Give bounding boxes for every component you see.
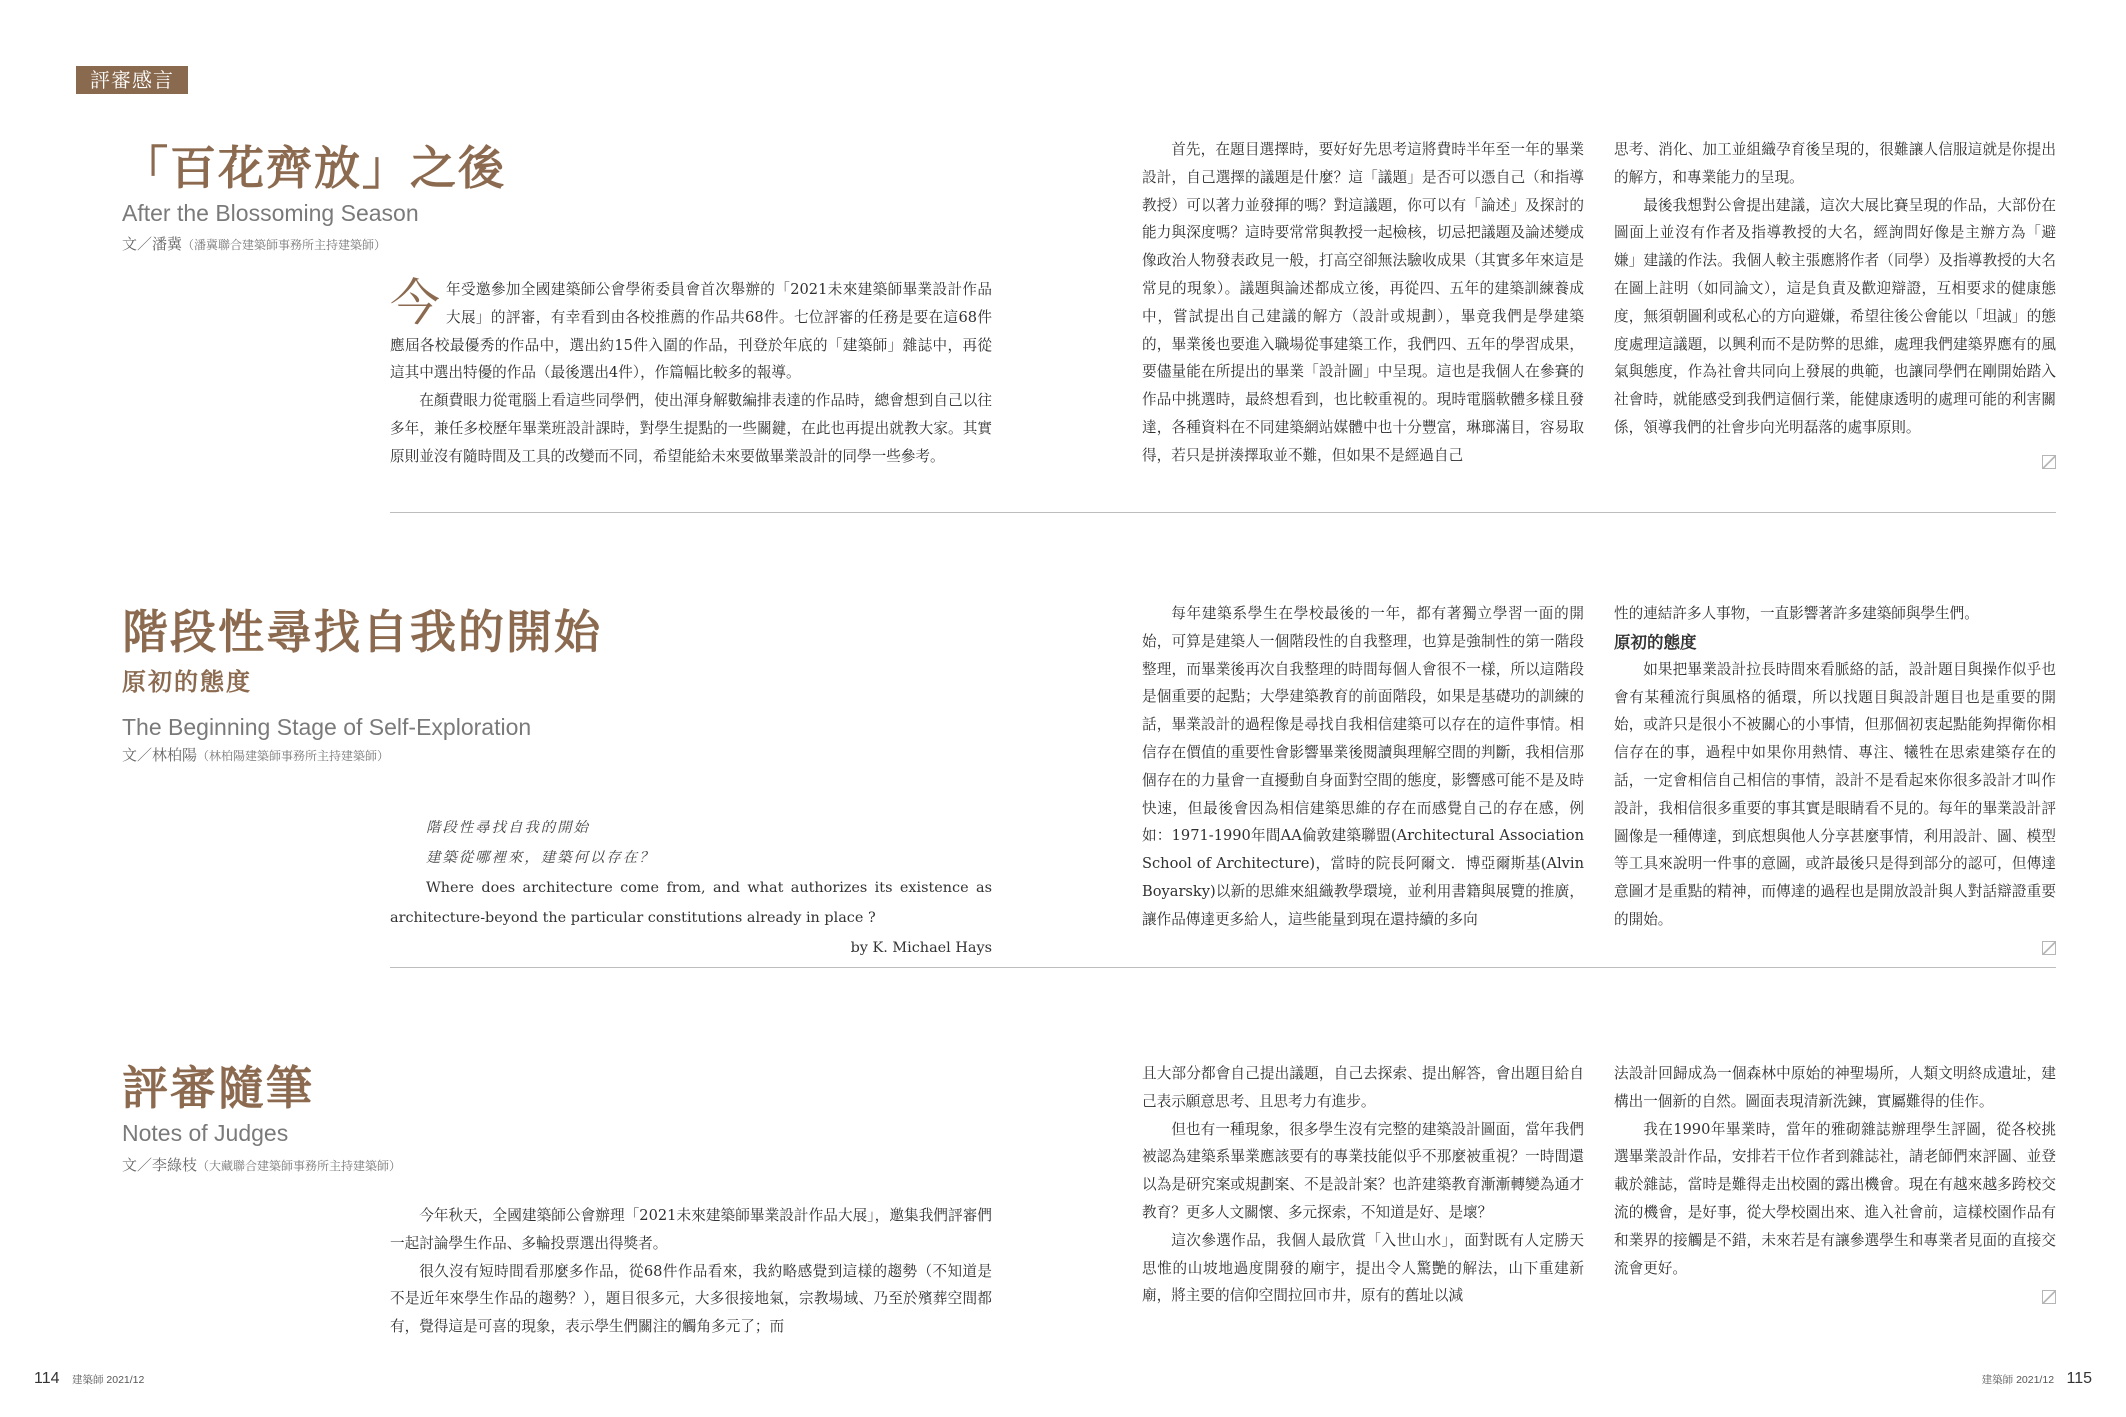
article-1-author: [122, 233, 386, 256]
article-1-author-affiliation: （潘冀聯合建築師事務所主持建築師）: [182, 238, 387, 252]
article-2-title: 階段性尋找自我的開始: [122, 605, 602, 659]
quote-text-en: Where does architecture come from, and what authorizes its existence as architecture-beyond the particular constitutions already in place ?: [390, 880, 992, 926]
footer-right: [1982, 1370, 2092, 1388]
article-1-column-3: [1614, 136, 2056, 476]
article-2-author: [122, 744, 389, 767]
article-1-paragraph: 首先，在題目選擇時，要好好先思考這將費時半年至一年的畢業設計，自己選擇的議題是什麼？這「議題」是否可以憑自己（和指導教授）可以著力並發揮的嗎？對這議題，你可以有「論述」及探討的能力與深度嗎？這時要常常與教授一起檢核，切忌把議題及論述變成像政治人物發表政見一般，打高空卻無法驗收成果（其實多年來這是常見的現象）。議題與論述都成立後，再從四、五年的建築訓練養成中，嘗試提出自己建議的解方（設計或規劃），畢竟我們是學建築的，畢業後也要進入職場從事建築工作，我們四、五年的學習成果，要儘量能在所提出的畢業「設計圖」中呈現。這也是我個人在參賽的作品中挑選時，最終想看到，也比較重視的。現時電腦軟體多樣且發達，各種資料在不同建築網站媒體中也十分豐富，琳瑯滿目，容易取得，若只是拼湊擇取並不難，但如果不是經過自己: [1142, 141, 1584, 464]
section-divider: [390, 967, 2056, 968]
article-1-column-2: [1142, 136, 1584, 506]
section-divider: [390, 512, 2056, 513]
article-3-column-3: [1614, 1060, 2056, 1320]
article-3-author-name: 文／李綠枝: [122, 1156, 198, 1174]
article-1-author-name: 文／潘冀: [122, 235, 183, 253]
article-2-paragraph: 每年建築系學生在學校最後的一年，都有著獨立學習一面的開始，可算是建築人一個階段性的自我整理，也算是強制性的第一階段整理，而畢業後再次自我整理的時間每個人會很不一樣，所以這階段是個重要的起點；大學建築教育的前面階段，如果是基礎功的訓練的話，畢業設計的過程像是尋找自我相信建築可以存在的這件事情。相信存在價值的重要性會影響畢業後閱讀與理解空間的判斷，我相信那個存在的力量會一直擾動自身面對空間的態度，影響感可能不是及時快速，但最後會因為相信建築思維的存在而感覺自己的存在感，例如：1971-1990年間AA倫敦建築聯盟(Architectural Association School of Architecture)，當時的院長阿爾文．博亞爾斯基(Alvin Boyarsky)以新的思維來組織教學環境，並利用書籍與展覽的推廣，讓作品傳達更多給人，這些能量到現在還持續的多向: [1142, 605, 1584, 928]
end-mark-icon: [2042, 455, 2056, 469]
quote-attribution: by K. Michael Hays: [850, 940, 992, 956]
footer-source-right: 建築師 2021/12: [1981, 1374, 2055, 1386]
article-3-paragraph: 很久沒有短時間看那麼多作品，從68件作品看來，我約略感覺到這樣的趨勢（不知道是不是近年來學生作品的趨勢？），題目很多元，大多很接地氣，宗教場域、乃至於殯葬空間都有，覺得這是可喜的現象，表示學生們關注的觸角多元了；而: [390, 1262, 992, 1336]
article-3-column-1: [390, 1202, 992, 1370]
footer-left: [34, 1370, 144, 1388]
article-1-paragraph: 最後我想對公會提出建議，這次大展比賽呈現的作品，大部份在圖面上並沒有作者及指導教授的大名，經詢問好像是主辦方為「避嫌」建議的作法。我個人較主張應將作者（同學）及指導教授的大名在圖上註明（如同論文），這是負責及歡迎辯證，互相要求的健康態度，無須朝圖利或私心的方向避嫌，希望往後公會能以「坦誠」的態度處理這議題，以興利而不是防弊的思維，處理我們建築界應有的風氣與態度，作為社會共同向上發展的典範，也讓同學們在剛開始踏入社會時，就能感受到我們這個行業，能健康透明的處理可能的利害關係，領導我們的社會步向光明磊落的處事原則。: [1614, 196, 2056, 436]
article-3-author: [122, 1154, 401, 1177]
article-2-paragraph: 如果把畢業設計拉長時間來看脈絡的話，設計題目與操作似乎也會有某種流行與風格的循環，所以找題目與設計題目也是重要的開始，或許只是很小不被關心的小事情，但那個初衷起點能夠捍衛你相信存在的事，過程中如果你用熱情、專注、犧牲在思索建築存在的話，一定會相信自己相信的事情，設計不是看起來你很多設計才叫作設計，我相信很多重要的事其實是眼睛看不見的。每年的畢業設計評圖像是一種傳達，到底想與他人分享甚麼事情，利用設計、圖、模型等工具來說明一件事的意圖，或許最後只是得到部分的認可，但傳達意圖才是重點的精神，而傳達的過程也是開放設計與人對話辯證重要的開始。: [1614, 660, 2056, 928]
end-mark-icon: [2042, 941, 2056, 955]
article-2-section-heading: 原初的態度: [1614, 632, 1697, 652]
quote-line-zh-2: 建築從哪裡來，建築何以存在？: [426, 850, 656, 866]
article-1-paragraph-text: 年受邀參加全國建築師公會學術委員會首次舉辦的「2021未來建築師畢業設計作品大展」的評審，有幸看到由各校推薦的作品共68件。七位評審的任務是要在這68件應屆各校最優秀的作品中，選出約15件入圍的作品，刊登於年底的「建築師」雜誌中，再從這其中選出特優的作品（最後選出4件），作篇幅比較多的報導。: [390, 281, 992, 382]
article-3-paragraph: 這次參選作品，我個人最欣賞「入世山水」，面對既有人定勝天思惟的山坡地過度開發的廟宇，提出令人驚艷的解法，山下重建新廟，將主要的信仰空間拉回市井，原有的舊址以減: [1142, 1231, 1584, 1305]
article-2-column-3: [1614, 600, 2056, 962]
article-1-title: 「百花齊放」之後: [122, 141, 506, 195]
article-2-column-2: [1142, 600, 1584, 962]
article-1-paragraph: 思考、消化、加工並組織孕育後呈現的，很難讓人信服這就是你提出的解方，和專業能力的呈現。: [1614, 141, 2056, 186]
article-3-author-affiliation: （大藏聯合建築師事務所主持建築師）: [197, 1159, 402, 1173]
article-3-paragraph: 我在1990年畢業時，當年的雅砌雜誌辦理學生評圖，從各校挑選畢業設計作品，安排若干位作者到雜誌社，請老師們來評圖、並登載於雜誌，當時是難得走出校園的露出機會。現在有越來越多跨校交流的機會，是好事，從大學校園出來、進入社會前，這樣校園作品有和業界的接觸是不錯，未來若是有讓參選學生和專業者見面的直接交流會更好。: [1614, 1120, 2056, 1277]
footer-source-left: 建築師 2021/12: [71, 1374, 145, 1386]
dropcap: 今: [390, 276, 440, 332]
article-1-paragraph: [390, 276, 992, 387]
page-number-left: 114: [34, 1370, 60, 1387]
article-1-column-1: [390, 276, 992, 506]
article-3-paragraph: 法設計回歸成為一個森林中原始的神聖場所，人類文明終成遺址，建構出一個新的自然。圖面表現清新洗鍊，實屬難得的佳作。: [1614, 1065, 2056, 1110]
article-3-paragraph: 但也有一種現象，很多學生沒有完整的建築設計圖面，當年我們被認為建築系畢業應該要有的專業技能似乎不那麼被重視？一時間還以為是研究案或規劃案、不是設計案？也許建築教育漸漸轉變為通才教育？更多人文關懷、多元探索，不知道是好、是壞？: [1142, 1120, 1584, 1221]
article-1-title-en: After the Blossoming Season: [122, 200, 419, 226]
quote-line-zh-1: 階段性尋找自我的開始: [426, 820, 590, 836]
article-2-subtitle: 原初的態度: [122, 668, 252, 696]
article-2-title-en: The Beginning Stage of Self-Exploration: [122, 714, 532, 740]
article-3-paragraph: 今年秋天，全國建築師公會辦理「2021未來建築師畢業設計作品大展」，邀集我們評審們一起討論學生作品、多輪投票選出得獎者。: [390, 1207, 992, 1252]
article-2-author-name: 文／林柏陽: [122, 746, 198, 764]
article-3-title-en: Notes of Judges: [122, 1120, 289, 1146]
article-2-author-affiliation: （林柏陽建築師事務所主持建築師）: [197, 749, 390, 763]
article-3-column-2: [1142, 1060, 1584, 1370]
end-mark-icon: [2042, 1290, 2056, 1304]
epigraph-quote: [390, 813, 992, 963]
page-number-right: 115: [2066, 1370, 2092, 1387]
article-1-paragraph: 在顏費眼力從電腦上看這些同學們，使出渾身解數編排表達的作品時，總會想到自己以往多年，兼任多校歷年畢業班設計課時，對學生提點的一些關鍵，在此也再提出就教大家。其實原則並沒有隨時間及工具的改變而不同，希望能給未來要做畢業設計的同學一些參考。: [390, 392, 992, 465]
article-3-paragraph: 且大部分都會自己提出議題，自己去探索、提出解答，會出題目給自己表示願意思考、且思考力有進步。: [1142, 1065, 1584, 1110]
article-3-title: 評審隨筆: [122, 1061, 314, 1115]
article-2-paragraph: 性的連結許多人事物，一直影響著許多建築師與學生們。: [1614, 605, 1979, 622]
section-tag: 評審感言: [76, 66, 188, 94]
